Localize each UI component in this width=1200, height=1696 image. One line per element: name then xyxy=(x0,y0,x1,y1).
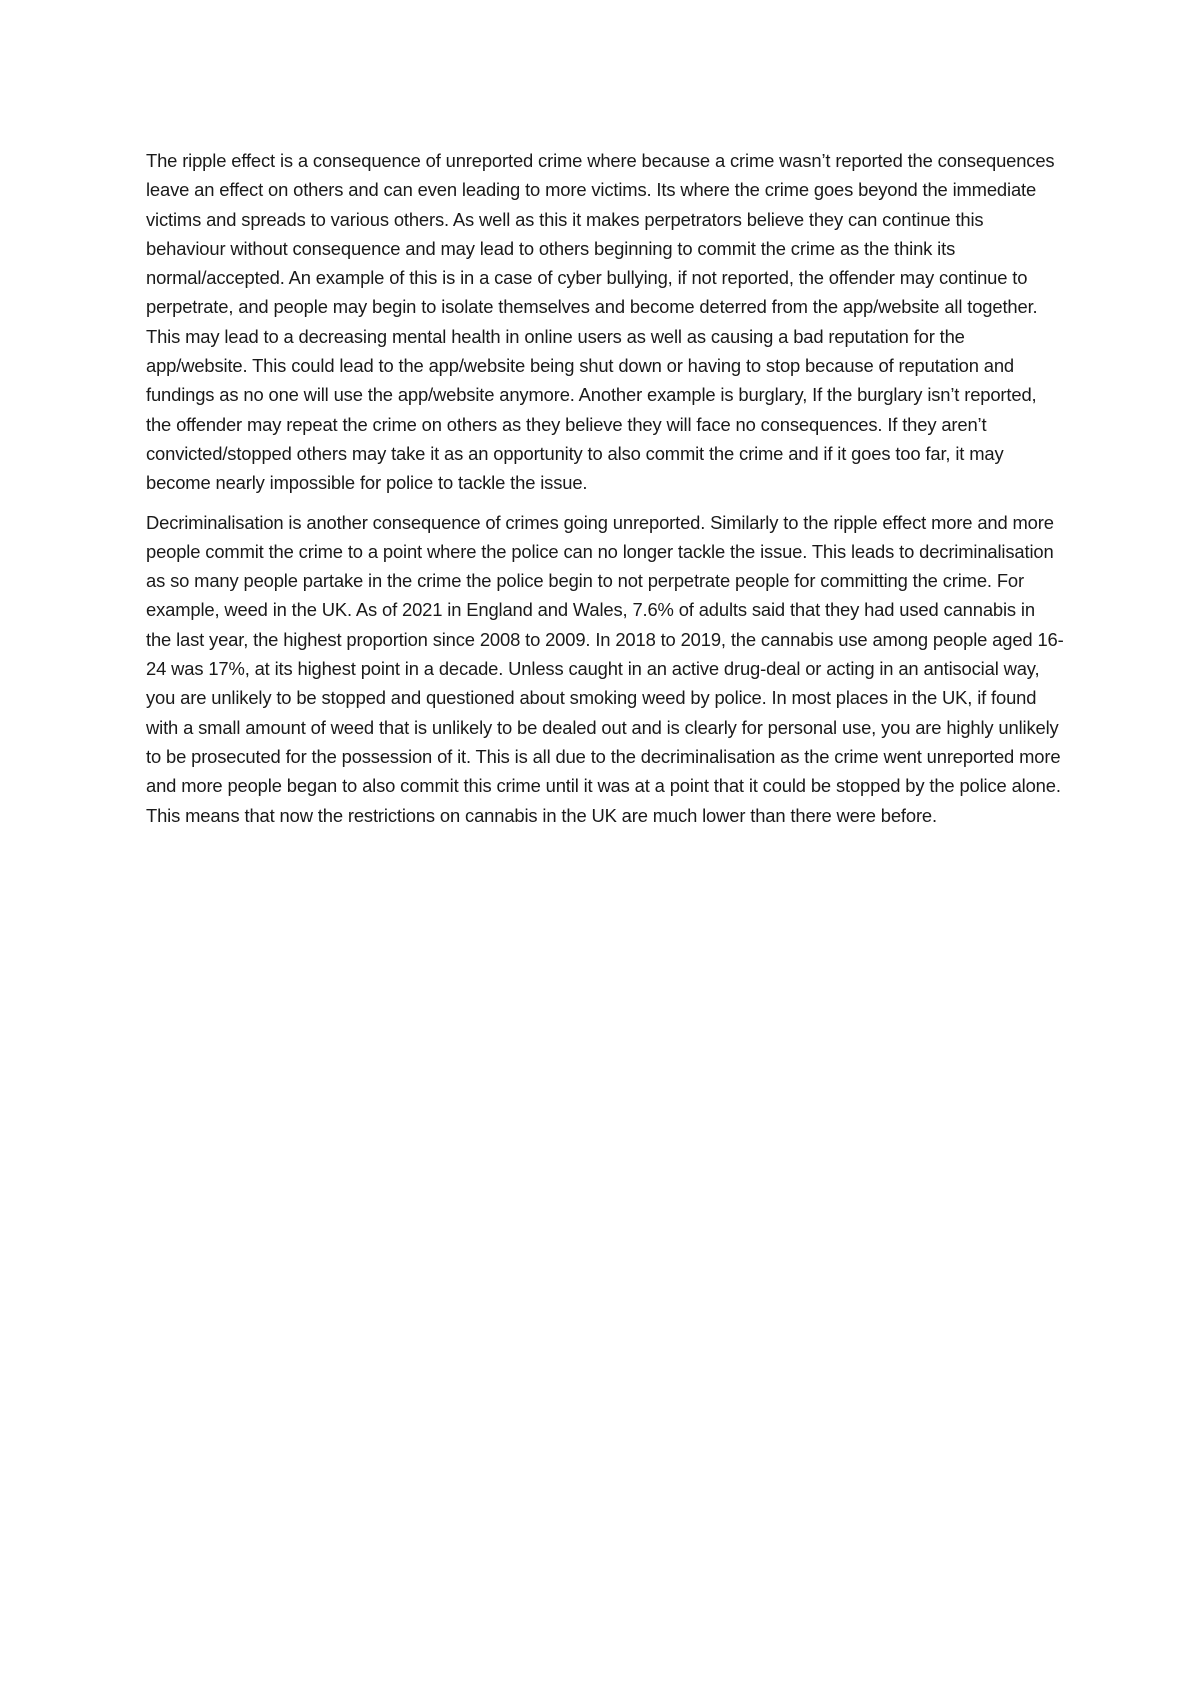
paragraph-decriminalisation: Decriminalisation is another consequence of crimes going unreported. Similarly to the ripple effect more and more people commit the crime to a point where the police can no longer tackle the issue. This leads to decriminalisation as so many people partake in the crime the police begin to not perpetrate people for committing the crime. For example, weed in the UK. As of 2021 in England and Wales, 7.6% of adults said that they had used cannabis in the last year, the highest proportion since 2008 to 2009. In 2018 to 2019, the cannabis use among people aged 16-24 was 17%, at its highest point in a decade. Unless caught in an active drug-deal or acting in an antisocial way, you are unlikely to be stopped and questioned about smoking weed by police. In most places in the UK, if found with a small amount of weed that is unlikely to be dealed out and is clearly for personal use, you are highly unlikely to be prosecuted for the possession of it. This is all due to the decriminalisation as the crime went unreported more and more people began to also commit this crime until it was at a point that it could be stopped by the police alone. This means that now the restrictions on cannabis in the UK are much lower than there were before. xyxy=(146,511,1064,826)
document-body xyxy=(146,146,1064,840)
paragraph-ripple-effect: The ripple effect is a consequence of unreported crime where because a crime wasn’t reported the consequences leave an effect on others and can even leading to more victims. Its where the crime goes beyond the immediate victims and spreads to various others. As well as this it makes perpetrators believe they can continue this behaviour without consequence and may lead to others beginning to commit the crime as the think its normal/accepted. An example of this is in a case of cyber bullying, if not reported, the offender may continue to perpetrate, and people may begin to isolate themselves and become deterred from the app/website all together. This may lead to a decreasing mental health in online users as well as causing a bad reputation for the app/website. This could lead to the app/website being shut down or having to stop because of reputation and fundings as no one will use the app/website anymore. Another example is burglary, If the burglary isn’t reported, the offender may repeat the crime on others as they believe they will face no consequences. If they aren’t convicted/stopped others may take it as an opportunity to also commit the crime and if it goes too far, it may become nearly impossible for police to tackle the issue. xyxy=(146,150,1055,494)
